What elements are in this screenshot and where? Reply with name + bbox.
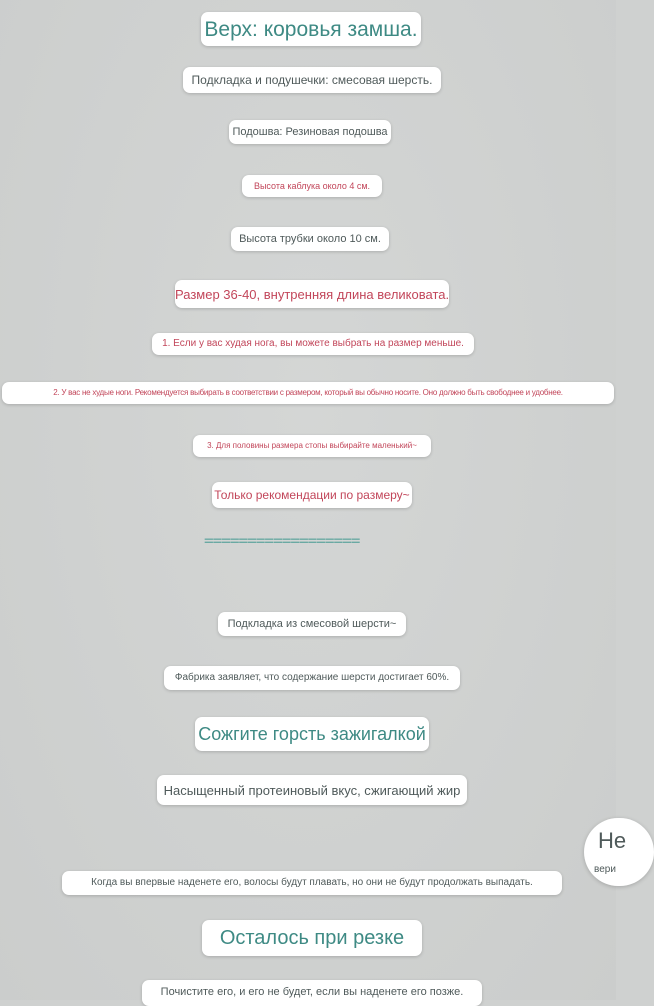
size-tip-3: 3. Для половины размера стопы выбирайте маленький~ xyxy=(193,435,431,457)
side-bubble-subtext: вери xyxy=(594,864,616,875)
sole-label: Подошва: Резиновая подошва xyxy=(229,120,391,144)
size-tip-2: 2. У вас не худые ноги. Рекомендуется выбирать в соответствии с размером, который вы обычно носите. Оно должно быть свободнее и удобнее. xyxy=(2,382,614,404)
hair-shedding-label: Когда вы впервые наденете его, волосы будут плавать, но они не будут продолжать выпадать. xyxy=(62,871,562,895)
heel-height-label: Высота каблука около 4 см. xyxy=(242,175,382,197)
wool-content-label: Фабрика заявляет, что содержание шерсти достигает 60%. xyxy=(164,666,460,690)
equals-divider: ================== xyxy=(204,531,360,550)
protein-smell-label: Насыщенный протеиновый вкус, сжигающий жир xyxy=(157,775,467,805)
shaft-height-label: Высота трубки около 10 см. xyxy=(231,227,389,251)
side-bubble-text: Не xyxy=(598,828,627,853)
wool-lining-label: Подкладка из смесовой шерсти~ xyxy=(218,612,406,636)
burn-test-label: Сожгите горсть зажигалкой xyxy=(195,717,429,751)
side-bubble xyxy=(584,818,654,886)
clean-note-label: Почистите его, и его не будет, если вы наденете его позже. xyxy=(142,980,482,1006)
size-range-label: Размер 36-40, внутренняя длина великовата. xyxy=(175,280,449,308)
cut-residue-label: Осталось при резке xyxy=(202,920,422,956)
size-recommendation-label: Только рекомендации по размеру~ xyxy=(212,482,412,508)
upper-material-label: Верх: коровья замша. xyxy=(201,12,421,46)
size-tip-1: 1. Если у вас худая нога, вы можете выбрать на размер меньше. xyxy=(152,333,474,355)
lining-material-label: Подкладка и подушечки: смесовая шерсть. xyxy=(183,67,441,93)
